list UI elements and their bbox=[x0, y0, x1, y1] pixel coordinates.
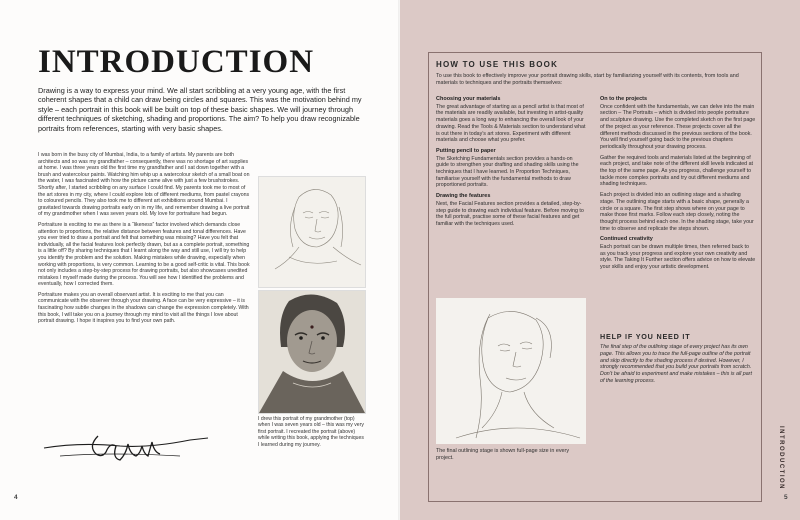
section-text: Once confident with the fundamentals, we can delve into the main section – The Portraits – which is divided into people portraiture and sculpture drawing. Use the completed sketch on the first page of the project as your reference. These projects cover all the different methods discussed in the previous sections of the book. You will find yourself going back to the previous chapters periodically throughout your drawing process. bbox=[600, 103, 756, 150]
section-creativity bbox=[600, 236, 756, 271]
portrait-caption: I drew this portrait of my grandmother (top) when I was seven years old – this was my very first portrait. I recreated the portrait (above) while writing this book, applying the techniques I learned during my journey. bbox=[258, 416, 364, 448]
childhood-sketch-image bbox=[258, 176, 366, 288]
body-column bbox=[38, 152, 250, 329]
right-page bbox=[400, 0, 800, 520]
section-title: Putting pencil to paper bbox=[436, 147, 496, 154]
section-title: Continued creativity bbox=[600, 236, 653, 243]
body-paragraph: I was born in the busy city of Mumbai, India, to a family of artists. My parents are both architects and so was my grandfather – consequently, there was no shortage of art supplies at home. I was three years old the first time my grandfather and I sat down together with a brush and watercolour paints. Watching him whip up a watercolour sketch of a small boat on the water, I was fascinated with how the picture came alive with just a few brushstrokes. Shortly after, I started scribbling on any surface I could find. My parents took me to most of the art stores in my city, where I could explore lots of different mediums, from pastel crayons to coloured pencils. They also took me to different art exhibitions around Mumbai. I gravitated towards drawing portraits early on in my life, and remember drawing a live portrait of my grandmother when I was seven years old. My love for portraiture had begun. bbox=[38, 152, 250, 218]
page-number-right: 5 bbox=[784, 494, 788, 501]
recreated-portrait-image bbox=[258, 290, 366, 414]
how-to-intro: To use this book to effectively improve your portrait drawing skills, start by familiarizing yourself with its contents, from tools and materials to techniques and the portraits themselves: bbox=[436, 73, 739, 86]
intro-paragraph: Drawing is a way to express your mind. We all start scribbling at a very young age, with the first coherent shapes that a child can draw being circles and squares. This was the motivation behind my style – each portrait in this book will be built on top of these basic shapes. We will journey through different techniques of sketching, shading and proportions. The aim? To help you draw recognizable portraits from references, starting with very basic shapes. bbox=[38, 86, 362, 133]
section-title: On to the projects bbox=[600, 96, 648, 102]
outline-sketch-image bbox=[436, 298, 586, 444]
outline-caption: The final outlining stage is shown full-page size in every project. bbox=[436, 448, 570, 461]
body-paragraph: Portraiture is exciting to me as there is a “likeness” factor involved which demands close attention to proportions, the relative distance between features and tonal differences. Have you ever tried to draw a portrait and felt that something was missing? Have you felt that individually, all the facial features look perfectly drawn, but as a complete portrait, something is a little off? By sharing techniques that I learnt along the way and still use, I will try to help you identify the problem and the solution. Making mistakes while drawing, especially when working with proportions, is very common. Learning to be a good self-critic is vital. This book not only includes a step-by-step process for drawing portraits, but also showcases unedited mistakes I myself made during the process. You will see how I identified the problems and eventually, how I corrected them. bbox=[38, 221, 250, 288]
section-tools bbox=[600, 155, 756, 189]
section-projects bbox=[600, 96, 756, 151]
section-stages bbox=[600, 192, 756, 232]
how-to-column-left bbox=[436, 96, 586, 232]
section-materials bbox=[436, 96, 586, 144]
section-title: Drawing the features bbox=[436, 193, 491, 200]
section-text: Each project is divided into an outlining stage and a shading stage. The outlining stage starts with a basic shape, generally a circle or a square. The first step shows where on your page to make those first marks. Follow each step closely, noting the thought process behind each one. In the shading stage, take your time to observe and replicate the steps shown. bbox=[600, 192, 754, 232]
page-title: INTRODUCTION bbox=[38, 44, 315, 80]
chapter-side-label: INTRODUCTION bbox=[778, 426, 784, 490]
section-text: The Sketching Fundamentals section provides a hands-on guide to strengthen your drafting and shading skills using the techniques that I have learned. In Proportion Techniques, familiarise yourself with the fundamental methods to draw proportioned portraits. bbox=[436, 155, 579, 189]
section-pencil bbox=[436, 148, 586, 189]
section-features bbox=[436, 193, 586, 228]
section-title: Choosing your materials bbox=[436, 96, 501, 102]
section-text: Gather the required tools and materials listed at the beginning of each project, and take note of the different skill levels indicated at the top of the same page. As you progress, challenge yourself to tackle more complex portraits and try out different mediums and shading techniques. bbox=[600, 154, 754, 188]
page-number-left: 4 bbox=[14, 494, 18, 501]
section-text: Each portrait can be drawn multiple times, then referred back to as you track your progress and explore your own creativity and style. The Taking It Further section offers advice on how to elevate your skills and enjoy your artistic development. bbox=[600, 244, 756, 271]
how-to-column-right bbox=[600, 96, 756, 275]
section-text: Next, the Facial Features section provides a detailed, step-by-step guide to drawing each individual feature. Before moving to the full portrait, practise some of these facial features and get familiar with the techniques used. bbox=[436, 200, 584, 227]
section-text: The great advantage of starting as a pencil artist is that most of the materials are readily available, but investing in artist-quality materials goes a long way to enhancing the overall look of your drawing. Read the Tools & Materials section to understand what is out there in today’s art stores. Experiment with different materials and choose what you prefer. bbox=[436, 103, 586, 144]
author-signature-image bbox=[40, 428, 210, 464]
body-paragraph: Portraiture makes you an overall observant artist. It is exciting to me that you can communicate with the observer through your drawing. A face can be very expressive – it is fascinating how subtle changes in the shadows can change the expression completely. With this book, I will take you on a journey through my mind to visit all the things I love about portrait drawing. I hope it inspires you to find your own path. bbox=[38, 291, 249, 325]
help-text: The final step of the outlining stage of every project has its own page. This allows you to trace the full-page outline of the portrait and skip directly to the shading process if desired. However, I strongly recommended that you build your portraits from scratch. Don’t be afraid to experiment and make mistakes – this is all part of the learning process. bbox=[600, 344, 752, 384]
help-heading: HELP IF YOU NEED IT bbox=[600, 332, 691, 341]
how-to-heading: HOW TO USE THIS BOOK bbox=[436, 60, 559, 69]
